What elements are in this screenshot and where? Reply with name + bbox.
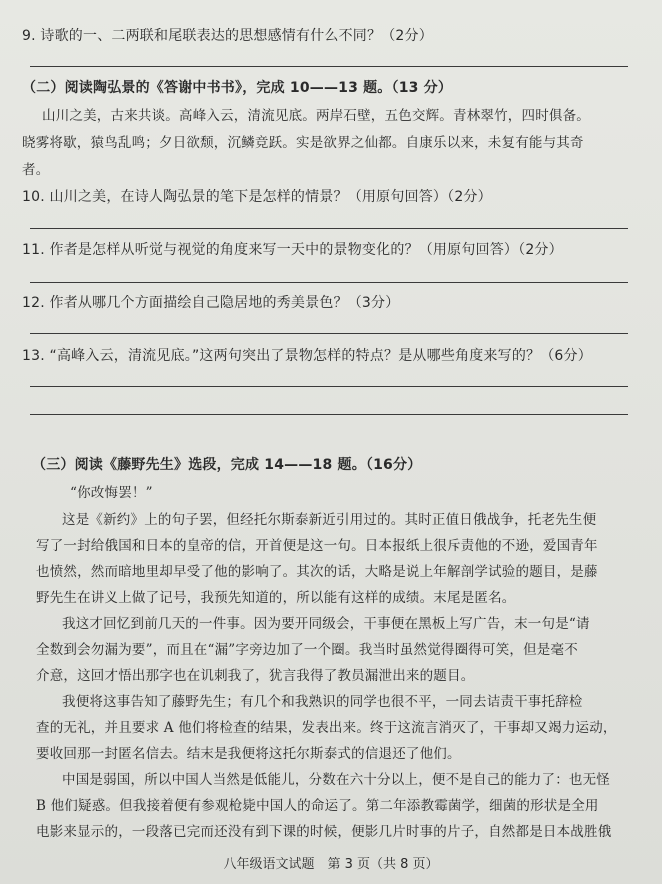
- answer-line: [30, 282, 628, 283]
- passage-line: 查的无礼，并且要求 A 他们将检查的结果，发表出来。终于这流言消灭了，干事却又竭力运动，: [36, 720, 617, 736]
- page-footer: 八年级语文试题 第 3 页（共 8 页）: [223, 857, 439, 872]
- passage-line: 晓雾将歇，猿鸟乱鸣；夕日欲颓，沉鳞竞跃。实是欲界之仙都。自康乐以来，未复有能与其奇: [22, 135, 584, 151]
- question-9: 9. 诗歌的一、二两联和尾联表达的思想感情有什么不同？（2分）: [22, 28, 433, 44]
- section-2-heading: （二）阅读陶弘景的《答谢中书书》，完成 10——13 题。（13 分）: [22, 80, 453, 96]
- passage-line: 全数到会勿漏为要”，而且在“漏”字旁边加了一个圈。我当时虽然觉得圈得可笑，但是毫不: [36, 642, 578, 658]
- question-10: 10. 山川之美，在诗人陶弘景的笔下是怎样的情景？（用原句回答）（2分）: [22, 189, 492, 205]
- passage-line: 者。: [22, 162, 50, 178]
- passage-line: “你改悔罢！”: [70, 485, 153, 501]
- passage-line: 这是《新约》上的句子罢，但经托尔斯泰新近引用过的。其时正值日俄战争，托老先生便: [62, 512, 597, 528]
- passage-line: 也愤然，然而暗地里却早受了他的影响了。其次的话，大略是说上年解剖学试验的题目，是藤: [36, 564, 598, 580]
- passage-line: 中国是弱国，所以中国人当然是低能儿，分数在六十分以上，便不是自己的能力了：也无怪: [62, 772, 610, 788]
- question-11: 11. 作者是怎样从听觉与视觉的角度来写一天中的景物变化的？（用原句回答）（2分）: [22, 242, 563, 258]
- answer-line: [30, 66, 628, 67]
- question-12: 12. 作者从哪几个方面描绘自己隐居地的秀美景色？（3分）: [22, 295, 400, 311]
- answer-line: [30, 333, 628, 334]
- passage-line: B 他们疑惑。但我接着便有参观枪毙中国人的命运了。第二年添教霉菌学，细菌的形状是全用: [36, 798, 599, 814]
- passage-line: 我这才回忆到前几天的一件事。因为要开同级会，干事便在黑板上写广告，末一句是“请: [62, 616, 590, 632]
- passage-line: 山川之美，古来共谈。高峰入云，清流见底。两岸石壁，五色交辉。青林翠竹，四时俱备。: [42, 108, 590, 124]
- passage-line: 介意，这回才悟出那字也在讥刺我了，犹言我得了教员漏泄出来的题目。: [36, 668, 475, 684]
- passage-line: 电影来显示的，一段落已完而还没有到下课的时候，便影几片时事的片子，自然都是日本战胜俄: [36, 824, 612, 840]
- answer-line: [30, 228, 628, 229]
- passage-line: 野先生在讲义上做了记号，我预先知道的，所以能有这样的成绩。末尾是匿名。: [36, 590, 516, 606]
- answer-line: [30, 386, 628, 387]
- passage-line: 写了一封给俄国和日本的皇帝的信，开首便是这一句。日本报纸上很斥责他的不逊，爱国青年: [36, 538, 598, 554]
- section-3-heading: （三）阅读《藤野先生》选段，完成 14——18 题。（16分）: [32, 457, 422, 473]
- passage-line: 我便将这事告知了藤野先生；有几个和我熟识的同学也很不平，一同去诘责干事托辞检: [62, 694, 583, 710]
- answer-line: [30, 414, 628, 415]
- passage-line: 要收回那一封匿名信去。结末是我便将这托尔斯泰式的信退还了他们。: [36, 746, 461, 762]
- question-13: 13. “高峰入云，清流见底。”这两句突出了景物怎样的特点？是从哪些角度来写的？（6分）: [22, 348, 592, 364]
